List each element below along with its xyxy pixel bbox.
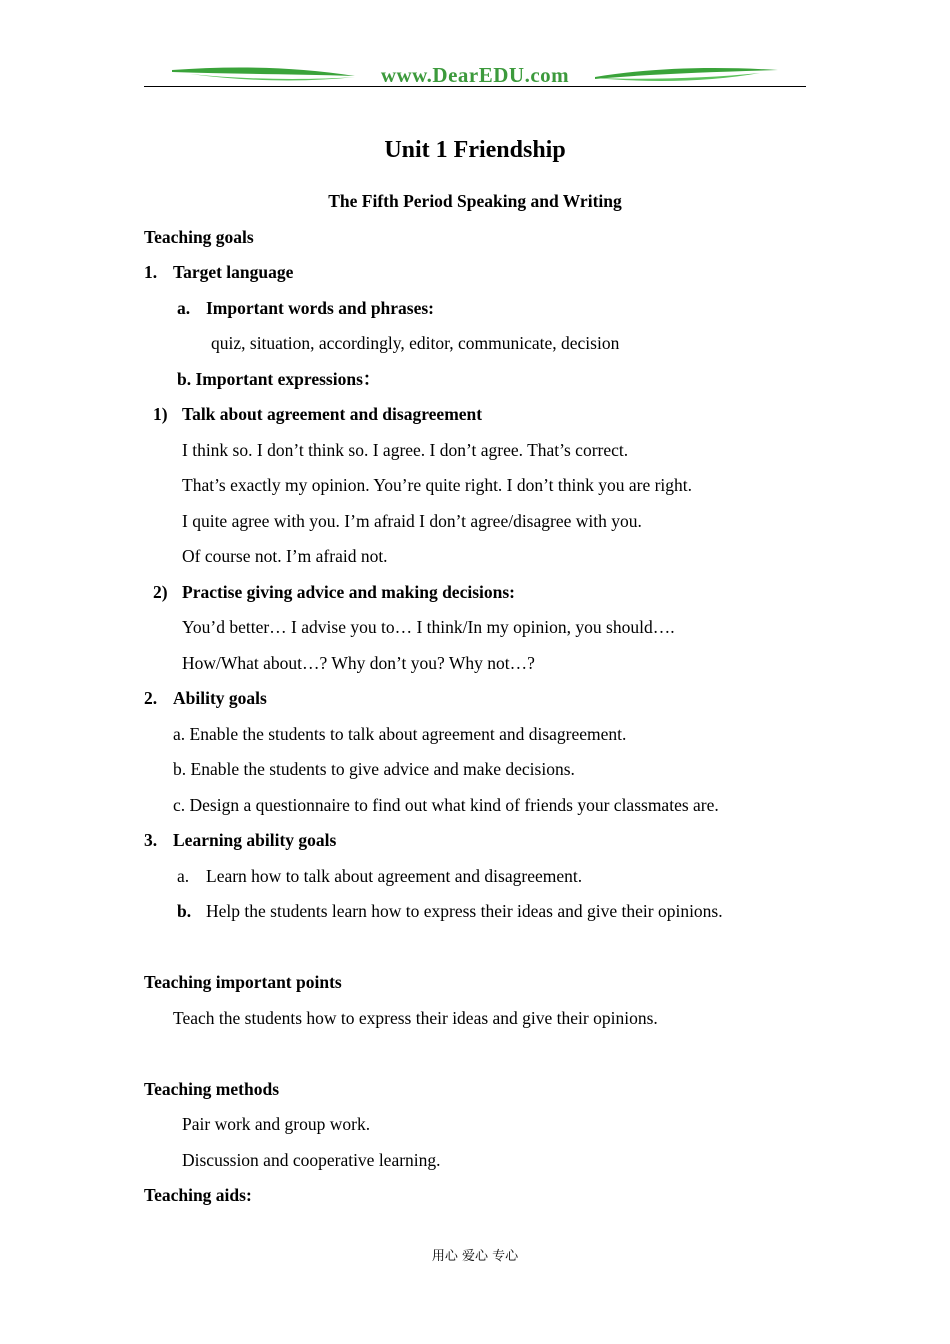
expression-1-label: Talk about agreement and disagreement — [182, 404, 483, 424]
goal-3-item-a-number: a. — [177, 866, 190, 886]
methods-line-2: Discussion and cooperative learning. — [182, 1150, 441, 1170]
goal-2-item-c: c. Design a questionnaire to find out what kind of friends your classmates are. — [173, 795, 719, 815]
important-points-heading: Teaching important points — [144, 972, 342, 992]
goal-1-number: 1. — [144, 262, 158, 282]
goal-3 — [144, 829, 336, 851]
methods-heading: Teaching methods — [144, 1079, 280, 1099]
goal-1b-label: b. Important expressions： — [177, 369, 381, 389]
page-footer: 用心 爱心 专心 — [431, 1249, 519, 1264]
goal-2-number: 2. — [144, 688, 158, 708]
goal-3-item-b-number: b. — [177, 901, 192, 921]
expression-2-line-2: How/What about…? Why don’t you? Why not…? — [182, 653, 535, 673]
goal-2-item-b: b. Enable the students to give advice and make decisions. — [173, 759, 575, 779]
goal-3-item-a — [177, 865, 582, 887]
teaching-goals-heading: Teaching goals — [144, 227, 254, 247]
page-title: Unit 1 Friendship — [384, 137, 566, 163]
expression-1-line-4: Of course not. I’m afraid not. — [182, 546, 388, 566]
header-rule — [144, 86, 806, 87]
goal-1 — [144, 261, 293, 283]
expression-2-line-1: You’d better… I advise you to… I think/In my opinion, you should…. — [182, 617, 675, 637]
goal-3-item-b-text: Help the students learn how to express their ideas and give their opinions. — [206, 901, 723, 921]
goal-3-label: Learning ability goals — [173, 830, 337, 850]
goal-3-item-a-text: Learn how to talk about agreement and disagreement. — [206, 866, 583, 886]
aids-heading: Teaching aids: — [144, 1185, 252, 1205]
page-subtitle: The Fifth Period Speaking and Writing — [328, 191, 622, 211]
expression-1-line-1: I think so. I don’t think so. I agree. I don’t agree. That’s correct. — [182, 440, 629, 460]
expression-1-line-3: I quite agree with you. I’m afraid I don’t agree/disagree with you. — [182, 511, 642, 531]
goal-3-number: 3. — [144, 830, 158, 850]
expression-2 — [153, 581, 515, 603]
goal-2 — [144, 687, 267, 709]
goal-3-item-b — [177, 900, 723, 922]
goal-1-label: Target language — [173, 262, 294, 282]
goal-1a-label: Important words and phrases: — [206, 298, 435, 318]
expression-2-number: 2) — [153, 582, 168, 602]
goal-1a-number: a. — [177, 298, 191, 318]
methods-line-1: Pair work and group work. — [182, 1114, 371, 1134]
important-points-text: Teach the students how to express their ideas and give their opinions. — [173, 1008, 658, 1028]
expression-2-label: Practise giving advice and making decisions: — [182, 582, 515, 602]
expression-1-number: 1) — [153, 404, 168, 424]
expression-1 — [153, 403, 482, 425]
expression-1-line-2: That’s exactly my opinion. You’re quite right. I don’t think you are right. — [182, 475, 693, 495]
goal-2-label: Ability goals — [173, 688, 267, 708]
header-logo — [170, 62, 780, 88]
goal-1a — [177, 297, 434, 319]
goal-2-item-a: a. Enable the students to talk about agreement and disagreement. — [173, 724, 627, 744]
site-logo-text: www.DearEDU.com — [380, 63, 570, 87]
vocabulary-list: quiz, situation, accordingly, editor, communicate, decision — [211, 333, 620, 353]
